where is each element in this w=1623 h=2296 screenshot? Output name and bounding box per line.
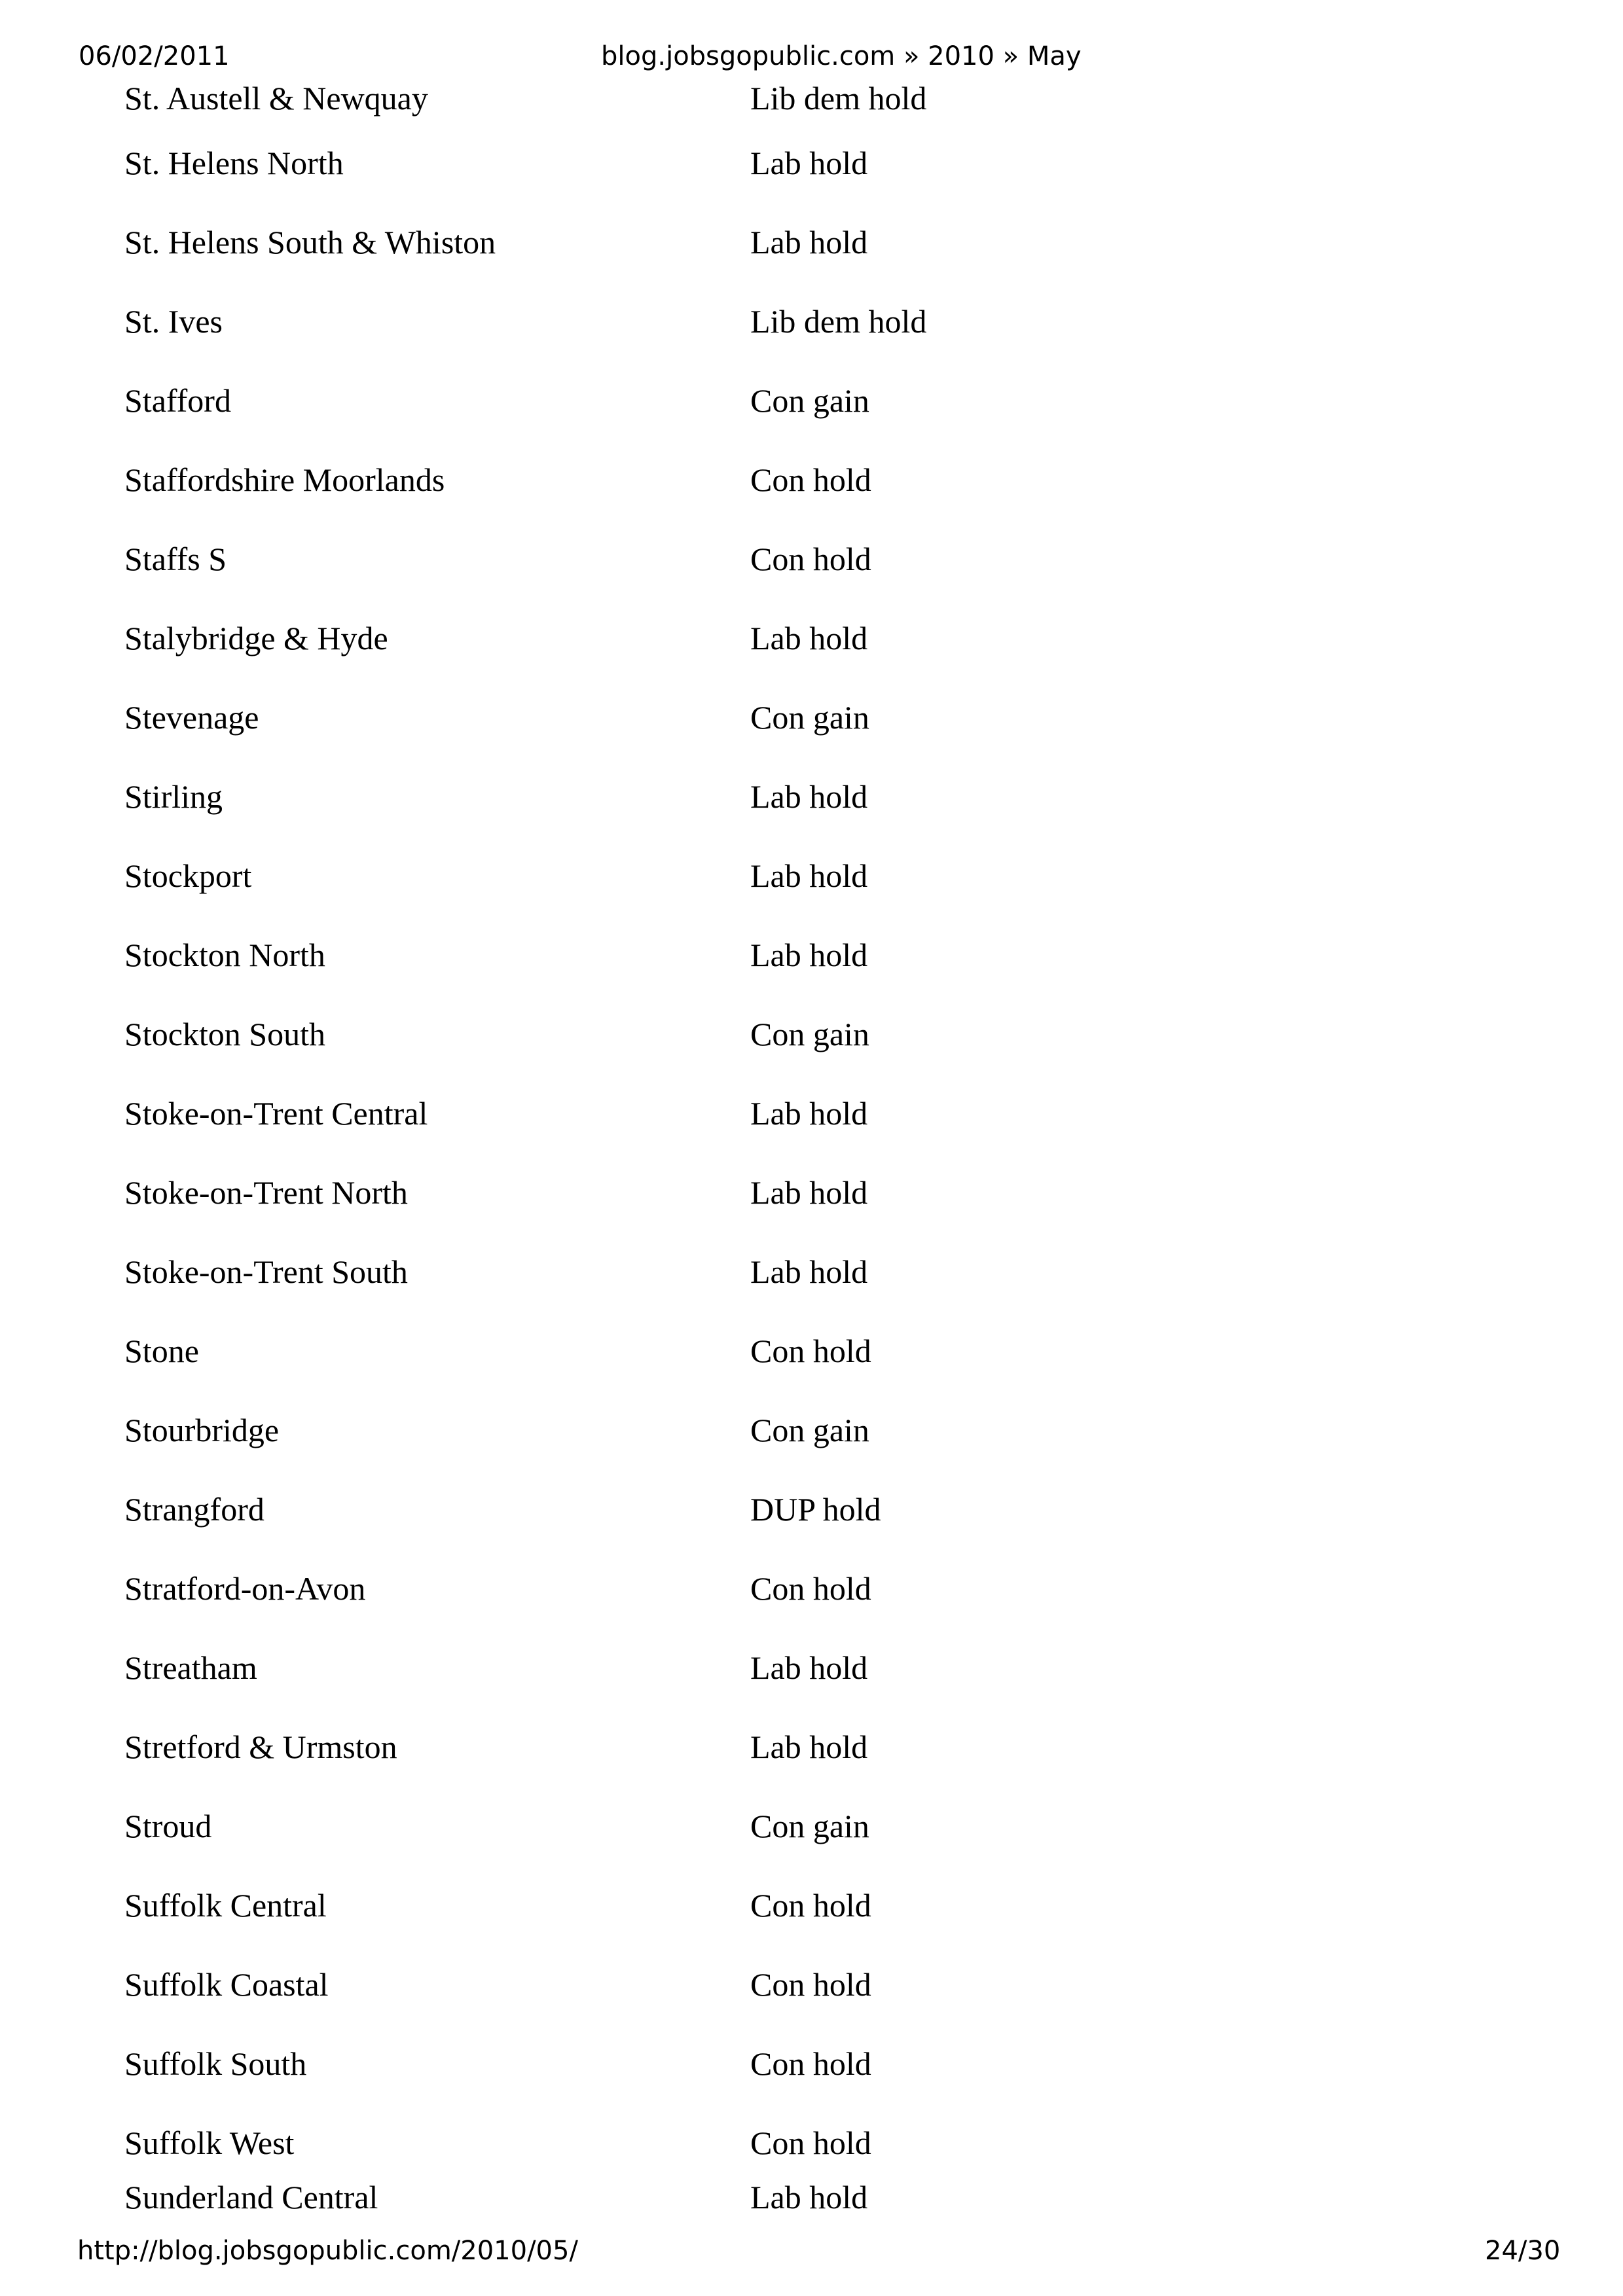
constituency-name: Suffolk Coastal: [124, 1966, 329, 2003]
constituency-result: Lab hold: [750, 778, 868, 815]
constituency-result: Con gain: [750, 1412, 869, 1448]
constituency-result: Lab hold: [750, 620, 868, 656]
table-row: [0, 1486, 1623, 1532]
constituency-result: Con hold: [750, 1887, 871, 1924]
table-row: [0, 694, 1623, 740]
constituency-result: Con gain: [750, 1808, 869, 1844]
table-row: [0, 75, 1623, 121]
constituency-result: Lib dem hold: [750, 303, 927, 340]
constituency-name: Stockton North: [124, 937, 325, 973]
table-row: [0, 1645, 1623, 1691]
constituency-name: St. Helens South & Whiston: [124, 224, 496, 260]
header-date: 06/02/2011: [79, 41, 230, 71]
footer-page-number: 24/30: [1485, 2236, 1561, 2266]
table-row: [0, 140, 1623, 186]
constituency-result: DUP hold: [750, 1491, 881, 1528]
constituency-result: Lab hold: [750, 145, 868, 181]
constituency-name: St. Austell & Newquay: [124, 80, 428, 117]
constituency-result: Con hold: [750, 2125, 871, 2161]
table-row: [0, 1803, 1623, 1849]
constituency-result: Con hold: [750, 461, 871, 498]
table-row: [0, 853, 1623, 899]
constituency-name: Suffolk West: [124, 2125, 295, 2161]
constituency-result: Con hold: [750, 1966, 871, 2003]
table-row: [0, 615, 1623, 661]
constituency-result: Con hold: [750, 2045, 871, 2082]
constituency-name: Stretford & Urmston: [124, 1729, 397, 1765]
table-row: [0, 774, 1623, 819]
constituency-name: Stoke-on-Trent Central: [124, 1095, 428, 1132]
constituency-name: St. Helens North: [124, 145, 344, 181]
table-row: [0, 1724, 1623, 1770]
table-row: [0, 1962, 1623, 2007]
constituency-name: Stone: [124, 1333, 199, 1369]
constituency-name: Sunderland Central: [124, 2179, 378, 2215]
table-row: [0, 298, 1623, 344]
table-row: [0, 2174, 1623, 2220]
constituency-name: Stockton South: [124, 1016, 325, 1052]
table-row: [0, 1090, 1623, 1136]
footer-url: http://blog.jobsgopublic.com/2010/05/: [77, 2236, 578, 2266]
table-row: [0, 1170, 1623, 1215]
constituency-name: St. Ives: [124, 303, 223, 340]
constituency-result: Con hold: [750, 1570, 871, 1607]
constituency-name: Stockport: [124, 857, 252, 894]
table-row: [0, 1407, 1623, 1453]
constituency-result: Con hold: [750, 541, 871, 577]
constituency-name: Strangford: [124, 1491, 264, 1528]
constituency-result: Lab hold: [750, 1649, 868, 1686]
constituency-name: Suffolk Central: [124, 1887, 327, 1924]
table-row: [0, 1566, 1623, 1611]
constituency-result: Lab hold: [750, 1095, 868, 1132]
constituency-name: Staffs S: [124, 541, 227, 577]
table-row: [0, 2120, 1623, 2166]
table-row: [0, 1011, 1623, 1057]
table-row: [0, 932, 1623, 978]
constituency-name: Suffolk South: [124, 2045, 307, 2082]
constituency-result: Lab hold: [750, 1253, 868, 1290]
constituency-name: Staffordshire Moorlands: [124, 461, 445, 498]
table-row: [0, 378, 1623, 423]
table-row: [0, 2041, 1623, 2087]
table-row: [0, 219, 1623, 265]
constituency-name: Stourbridge: [124, 1412, 280, 1448]
constituency-name: Stoke-on-Trent South: [124, 1253, 408, 1290]
constituency-result: Con gain: [750, 382, 869, 419]
constituency-result: Lab hold: [750, 1729, 868, 1765]
constituency-name: Stroud: [124, 1808, 212, 1844]
constituency-result: Lab hold: [750, 937, 868, 973]
constituency-result: Lib dem hold: [750, 80, 927, 117]
constituency-name: Stoke-on-Trent North: [124, 1174, 408, 1211]
constituency-name: Stafford: [124, 382, 231, 419]
constituency-name: Stratford-on-Avon: [124, 1570, 366, 1607]
constituency-result: Lab hold: [750, 2179, 868, 2215]
table-row: [0, 1328, 1623, 1374]
constituency-result: Con gain: [750, 1016, 869, 1052]
constituency-name: Stirling: [124, 778, 223, 815]
table-row: [0, 536, 1623, 582]
table-row: [0, 1249, 1623, 1295]
constituency-name: Stalybridge & Hyde: [124, 620, 388, 656]
constituency-result: Lab hold: [750, 224, 868, 260]
constituency-result: Con hold: [750, 1333, 871, 1369]
constituency-result: Con gain: [750, 699, 869, 736]
constituency-result: Lab hold: [750, 1174, 868, 1211]
constituency-name: Stevenage: [124, 699, 259, 736]
constituency-name: Streatham: [124, 1649, 257, 1686]
table-row: [0, 1882, 1623, 1928]
header-title: blog.jobsgopublic.com » 2010 » May: [601, 41, 1082, 71]
table-row: [0, 457, 1623, 503]
constituency-result: Lab hold: [750, 857, 868, 894]
